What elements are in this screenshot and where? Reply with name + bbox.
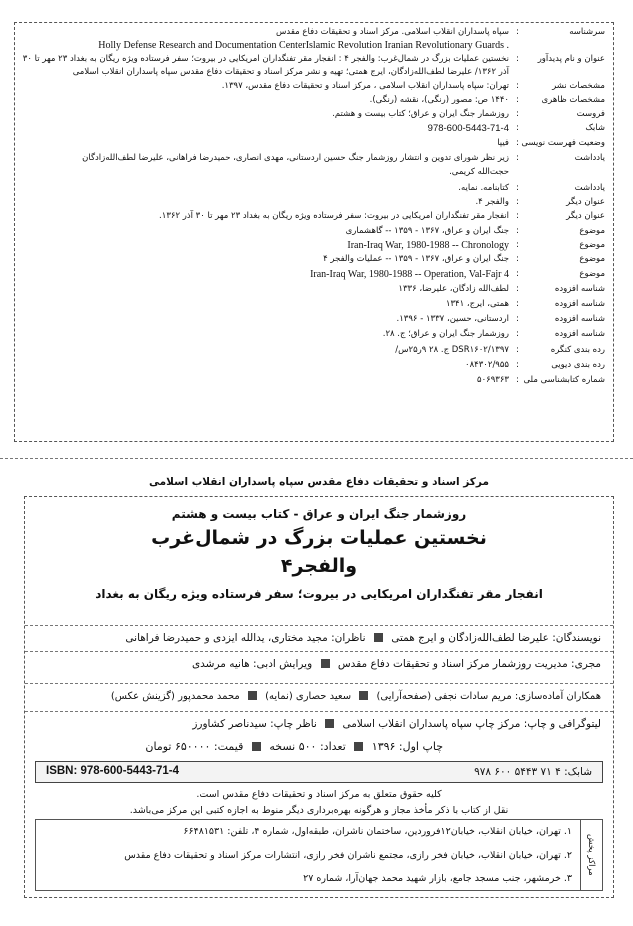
print-info-row	[145, 740, 443, 753]
separator-square	[374, 633, 383, 642]
catalog-label: شناسه افزوده	[554, 284, 605, 294]
catalog-value: اردستانی، حسین، ۱۳۳۷ - ۱۳۹۶.	[396, 314, 509, 324]
prep-label: همکاران آماده‌سازی:	[514, 691, 601, 702]
print-supervisor: ناظر چاپ: سیدناصر کشاورز	[192, 718, 317, 730]
edition: چاپ اول: ۱۳۹۶	[371, 740, 443, 753]
title-page-box	[24, 496, 614, 898]
separator-square	[248, 691, 257, 700]
executor-row	[25, 651, 613, 675]
distribution-label: مراکز پخش	[580, 820, 602, 890]
catalog-label: یادداشت	[574, 153, 605, 163]
catalog-value: جنگ ایران و عراق، ۱۳۶۷ - ۱۳۵۹ -- عملیات والفجر ۴	[323, 254, 509, 264]
catalog-colon: :	[516, 153, 519, 163]
separator-square	[325, 719, 334, 728]
catalog-label: رده بندی کنگره	[550, 345, 605, 355]
catalog-value: فیپا	[497, 138, 509, 148]
separator-square	[252, 742, 261, 751]
series-title: روزشمار جنگ ایران و عراق - کتاب بیست و هشتم	[171, 507, 467, 521]
address-1: ۱. تهران، خیابان انقلاب، خیابان۱۲فروردین، ساختمان ناشران، طبقه‌اول، شماره ۴، تلفن: ۶۶۴۸۱۵۳۱	[183, 826, 572, 837]
isbn-box	[35, 761, 603, 783]
catalog-value: ۵۰۶۹۳۶۳	[477, 375, 509, 385]
address-2: ۲. تهران، خیابان انقلاب، خیابان فخر رازی، مجتمع ناشران فخر رازی، انتشارات مرکز اسناد و تحقیقات دفاع مقدس	[124, 850, 572, 861]
catalog-value: ۱۴۴۰ ص: مصور (رنگی)، نقشه (رنگی).	[369, 95, 509, 105]
catalog-label: موضوع	[579, 269, 605, 279]
catalog-value: همتی، ایرج، ۱۳۴۱	[445, 299, 509, 309]
catalog-value: DSR۱۶۰۲/۱۳۹۷ ج. ۲۸ ۹ر۲۵س/	[395, 345, 509, 355]
catalog-colon: :	[516, 54, 519, 64]
catalog-label: شماره کتابشناسی ملی	[523, 375, 605, 385]
catalog-value: زیر نظر شورای تدوین و انتشار روزشمار جنگ حسین اردستانی، مهدی انصاری، حمیدرضا فراهانی، علیرضا لطف‌الله‌زادگان	[82, 153, 509, 163]
catalog-colon: :	[516, 269, 519, 279]
copies: تعداد: ۵۰۰ نسخه	[269, 740, 346, 753]
printing-row	[25, 711, 613, 735]
separator-square	[321, 659, 330, 668]
catalog-label: شناسه افزوده	[554, 299, 605, 309]
catalog-value: Iran-Iraq War, 1980-1988 -- Chronology	[347, 240, 509, 251]
catalog-value: روزشمار جنگ ایران و عراق؛ کتاب بیست و هشتم.	[332, 109, 509, 119]
rights-line-2: نقل از کتاب با ذکر مأخذ مجاز و هرگونه بهره‌برداری دیگر منوط به اجازه کتبی این مرکز می‌باشد.	[129, 805, 509, 816]
catalog-label: مشخصات ظاهری	[541, 95, 605, 105]
book-title-operation: والفجر۴	[280, 555, 358, 577]
catalog-colon: :	[516, 109, 519, 119]
catalog-colon: :	[516, 211, 519, 221]
book-title: نخستین عملیات بزرگ در شمال‌غرب	[151, 527, 487, 549]
catalog-label: شناسه افزوده	[554, 314, 605, 324]
executor: مجری: مدیریت روزشمار مرکز اسناد و تحقیقات دفاع مقدس	[337, 658, 601, 670]
catalog-label: عنوان دیگر	[566, 211, 605, 221]
catalog-colon: :	[516, 345, 519, 355]
printing: لیتوگرافی و چاپ: مرکز چاپ سپاه پاسداران انقلاب اسلامی	[342, 718, 601, 730]
editor: ویرایش ادبی: هانیه مرشدی	[191, 658, 313, 670]
catalog-value: سپاه پاسداران انقلاب اسلامی. مرکز اسناد و تحقیقات دفاع مقدس	[276, 27, 509, 37]
book-subtitle: انفجار مقر تفنگداران امریکایی در بیروت؛ سفر فرستاده ویژه ریگان به بغداد	[95, 587, 543, 601]
catalog-value: روزشمار جنگ ایران و عراق؛ ج. ۲۸.	[382, 329, 509, 339]
isbn-persian: شابک: ۴ ۷۱ ۵۴۴۳ ۶۰۰ ۹۷۸	[474, 766, 592, 778]
catalog-value: تهران: سپاه پاسداران انقلاب اسلامی ، مرکز اسناد و تحقیقات دفاع مقدس، ۱۳۹۷.	[221, 81, 509, 91]
catalog-colon: :	[516, 314, 519, 324]
catalog-value: نخستین عملیات بزرگ در شمال‌غرب: والفجر ۴ : انفجار مقر تفنگداران امریکایی در بیروت؛ سفر فرستاده ویژه ریگان به بغداد ۲۳ مهر تا ۳۰	[22, 54, 509, 64]
catalog-value: ۰۸۴۳۰۲/۹۵۵	[465, 360, 509, 370]
supervisors: ناظران: مجید مختاری، یدالله ایزدی و حمیدرضا فراهانی	[125, 632, 366, 644]
catalog-colon: :	[516, 183, 519, 193]
catalog-colon: :	[516, 240, 519, 250]
authors: نویسندگان: علیرضا لطف‌الله‌زادگان و ایرج همتی	[391, 632, 601, 644]
catalog-value: انفجار مقر تفنگداران امریکایی در بیروت: سفر فرستاده ویژه ریگان به بغداد ۲۳ مهر تا ۳۰ آذر ۱۳۶۲.	[159, 211, 509, 221]
catalog-value: کتابنامه. نمایه.	[458, 183, 509, 193]
catalog-value: 978-600-5443-71-4	[427, 123, 509, 134]
separator-square	[359, 691, 368, 700]
catalog-colon: :	[516, 360, 519, 370]
catalog-label: شناسه افزوده	[554, 329, 605, 339]
catalog-label: شابک	[585, 123, 605, 133]
catalog-label: مشخصات نشر	[552, 81, 605, 91]
catalog-label: رده بندی دیویی	[551, 360, 605, 370]
catalog-label: موضوع	[579, 254, 605, 264]
catalog-value: Iran-Iraq War, 1980-1988 -- Operation, Val-Fajr 4	[310, 269, 509, 280]
distribution-box	[35, 819, 603, 891]
catalog-colon: :	[516, 138, 519, 148]
publisher-header: مرکز اسناد و تحقیقات دفاع مقدس سپاه پاسداران انقلاب اسلامی	[149, 476, 489, 488]
catalog-label: فروست	[576, 109, 605, 119]
catalog-colon: :	[516, 226, 519, 236]
catalog-colon: :	[516, 254, 519, 264]
catalog-value: Holly Defense Research and Documentation CenterIslamic Revolution Iranian Revolutionary Guards .	[98, 40, 509, 51]
catalog-label: موضوع	[579, 240, 605, 250]
catalog-value: آذر ۱۳۶۲/ علیرضا لطف‌الله‌زادگان، ایرج همتی؛ تهیه و نشر مرکز اسناد و تحقیقات دفاع مقدس سپاه پاسداران انقلاب اسلامی	[72, 67, 509, 77]
catalog-colon: :	[516, 299, 519, 309]
prep-photo: محمد محمدپور (گزینش عکس)	[110, 691, 240, 702]
catalog-label: عنوان و نام پدیدآور	[537, 54, 605, 64]
rights-line-1: کلیه حقوق متعلق به مرکز اسناد و تحقیقات دفاع مقدس است.	[196, 789, 442, 800]
catalog-colon: :	[516, 375, 519, 385]
authors-row	[25, 625, 613, 649]
price: قیمت: ۶۵۰۰۰۰ تومان	[145, 740, 244, 753]
catalog-label: وضعیت فهرست نویسی	[521, 138, 605, 148]
catalog-colon: :	[516, 329, 519, 339]
catalog-label: موضوع	[579, 226, 605, 236]
catalog-colon: :	[516, 95, 519, 105]
catalog-colon: :	[516, 197, 519, 207]
catalog-label: سرشناسه	[569, 27, 605, 37]
catalog-value: والفجر ۴.	[475, 197, 509, 207]
catalog-colon: :	[516, 27, 519, 37]
catalog-label: یادداشت	[574, 183, 605, 193]
isbn-english: ISBN: 978-600-5443-71-4	[46, 765, 179, 777]
prep-index: سعید حصاری (نمایه)	[265, 691, 352, 702]
catalog-value: لطف‌الله زادگان، علیرضا، ۱۳۳۶	[398, 284, 509, 294]
catalog-colon: :	[516, 81, 519, 91]
catalog-value: حجت‌الله کریمی.	[449, 167, 509, 177]
catalog-colon: :	[516, 284, 519, 294]
separator-square	[354, 742, 363, 751]
cataloging-block	[14, 22, 614, 442]
address-3: ۳. خرمشهر، جنب مسجد جامع، بازار شهید محمد جهان‌آرا، شماره ۲۷	[303, 873, 572, 884]
catalog-colon: :	[516, 123, 519, 133]
catalog-label: عنوان دیگر	[566, 197, 605, 207]
catalog-value: جنگ ایران و عراق، ۱۳۶۷ - ۱۳۵۹ -- گاهشماری	[345, 226, 509, 236]
section-divider	[0, 458, 633, 459]
prep-row	[25, 683, 613, 709]
prep-layout: مریم سادات نجفی (صفحه‌آرایی)	[376, 691, 512, 702]
